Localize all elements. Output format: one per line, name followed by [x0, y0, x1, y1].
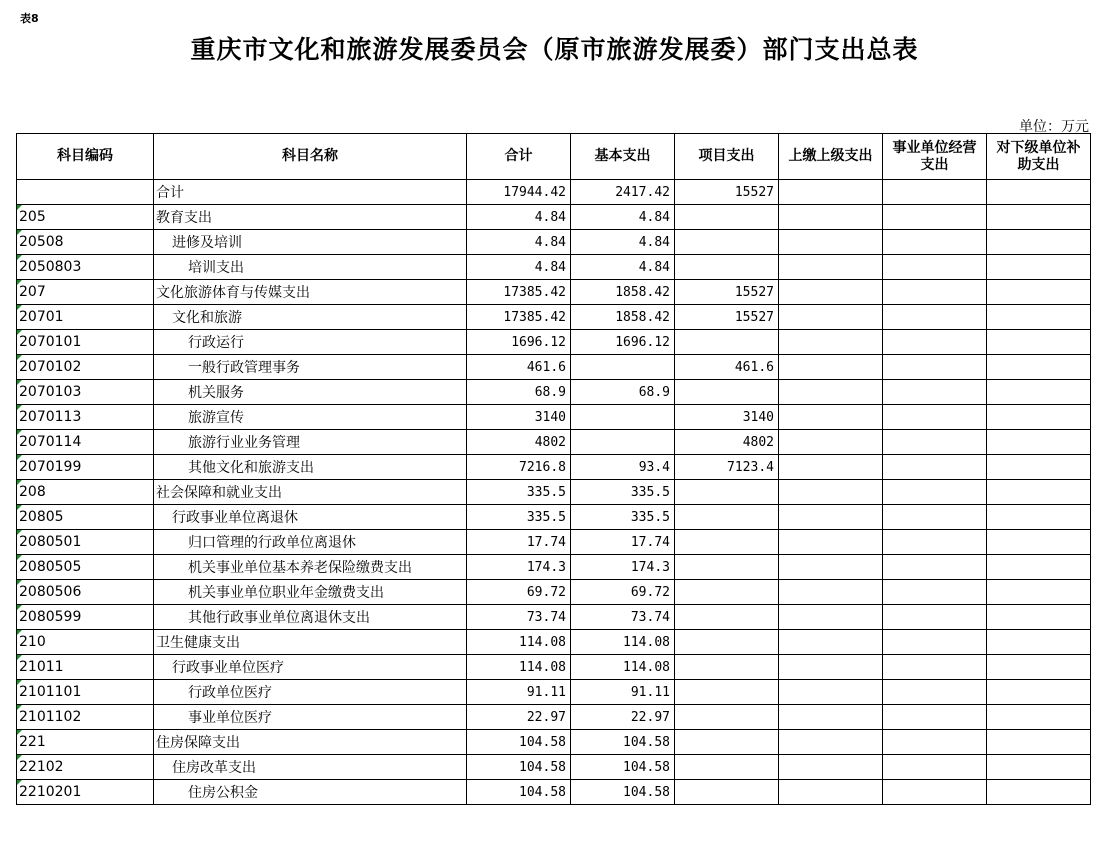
row-subsidy — [987, 355, 1091, 380]
header-code: 科目编码 — [17, 134, 154, 180]
row-upper — [779, 330, 883, 355]
row-name: 进修及培训 — [154, 230, 467, 255]
row-code: 20508 — [17, 230, 154, 255]
table-row — [17, 605, 1091, 630]
row-project — [675, 255, 779, 280]
row-business — [883, 655, 987, 680]
row-subsidy — [987, 780, 1091, 805]
table-number-tag: 表8 — [20, 12, 39, 25]
row-total: 4.84 — [467, 205, 571, 230]
table-row — [17, 555, 1091, 580]
row-total: 3140 — [467, 405, 571, 430]
row-upper — [779, 480, 883, 505]
row-subsidy — [987, 305, 1091, 330]
row-subsidy — [987, 180, 1091, 205]
table-row — [17, 355, 1091, 380]
row-name: 其他行政事业单位离退休支出 — [154, 605, 467, 630]
table-row — [17, 280, 1091, 305]
row-code: 2101101 — [17, 680, 154, 705]
row-name: 旅游宣传 — [154, 405, 467, 430]
row-basic: 73.74 — [571, 605, 675, 630]
row-project: 15527 — [675, 280, 779, 305]
row-basic: 114.08 — [571, 655, 675, 680]
table-row — [17, 430, 1091, 455]
row-name: 合计 — [154, 180, 467, 205]
row-code: 208 — [17, 480, 154, 505]
row-upper — [779, 555, 883, 580]
row-business — [883, 730, 987, 755]
row-code: 210 — [17, 630, 154, 655]
row-basic: 4.84 — [571, 230, 675, 255]
row-upper — [779, 255, 883, 280]
row-total: 114.08 — [467, 655, 571, 680]
row-total: 91.11 — [467, 680, 571, 705]
row-upper — [779, 655, 883, 680]
expenditure-table — [16, 133, 1091, 805]
header-subsidy: 对下级单位补助支出 — [987, 134, 1091, 180]
row-code: 2070114 — [17, 430, 154, 455]
row-basic: 68.9 — [571, 380, 675, 405]
header-total: 合计 — [467, 134, 571, 180]
row-business — [883, 530, 987, 555]
row-project: 15527 — [675, 180, 779, 205]
row-code: 2070103 — [17, 380, 154, 405]
row-business — [883, 555, 987, 580]
row-subsidy — [987, 655, 1091, 680]
row-name: 其他文化和旅游支出 — [154, 455, 467, 480]
row-basic: 104.58 — [571, 755, 675, 780]
table-row — [17, 305, 1091, 330]
row-subsidy — [987, 680, 1091, 705]
row-total: 69.72 — [467, 580, 571, 605]
unit-label: 单位：万元 — [1019, 119, 1089, 135]
row-name: 文化和旅游 — [154, 305, 467, 330]
row-name: 机关服务 — [154, 380, 467, 405]
row-name: 住房改革支出 — [154, 755, 467, 780]
row-project: 4802 — [675, 430, 779, 455]
row-upper — [779, 280, 883, 305]
row-basic: 104.58 — [571, 780, 675, 805]
row-basic: 4.84 — [571, 255, 675, 280]
table-row — [17, 730, 1091, 755]
row-subsidy — [987, 205, 1091, 230]
row-basic: 335.5 — [571, 505, 675, 530]
row-basic — [571, 405, 675, 430]
row-project — [675, 630, 779, 655]
row-project — [675, 605, 779, 630]
row-subsidy — [987, 530, 1091, 555]
row-upper — [779, 355, 883, 380]
row-name: 文化旅游体育与传媒支出 — [154, 280, 467, 305]
row-name: 卫生健康支出 — [154, 630, 467, 655]
row-code: 205 — [17, 205, 154, 230]
row-business — [883, 305, 987, 330]
table-row — [17, 330, 1091, 355]
row-basic — [571, 430, 675, 455]
row-basic: 104.58 — [571, 730, 675, 755]
row-basic: 1858.42 — [571, 305, 675, 330]
row-basic: 69.72 — [571, 580, 675, 605]
row-code: 2070199 — [17, 455, 154, 480]
row-code: 21011 — [17, 655, 154, 680]
row-business — [883, 705, 987, 730]
row-business — [883, 380, 987, 405]
row-name: 社会保障和就业支出 — [154, 480, 467, 505]
row-project: 461.6 — [675, 355, 779, 380]
row-business — [883, 755, 987, 780]
row-basic: 174.3 — [571, 555, 675, 580]
row-subsidy — [987, 230, 1091, 255]
row-business — [883, 630, 987, 655]
row-code: 2210201 — [17, 780, 154, 805]
page-title: 重庆市文化和旅游发展委员会（原市旅游发展委）部门支出总表 — [190, 35, 919, 64]
row-basic: 114.08 — [571, 630, 675, 655]
table-body — [17, 180, 1091, 805]
row-project — [675, 730, 779, 755]
row-upper — [779, 430, 883, 455]
row-upper — [779, 405, 883, 430]
row-project — [675, 205, 779, 230]
row-code: 20701 — [17, 305, 154, 330]
row-basic: 91.11 — [571, 680, 675, 705]
table-row — [17, 255, 1091, 280]
row-project — [675, 555, 779, 580]
row-business — [883, 230, 987, 255]
row-project: 15527 — [675, 305, 779, 330]
row-code: 207 — [17, 280, 154, 305]
row-business — [883, 255, 987, 280]
row-business — [883, 430, 987, 455]
row-subsidy — [987, 705, 1091, 730]
row-upper — [779, 705, 883, 730]
row-name: 事业单位医疗 — [154, 705, 467, 730]
row-total: 7216.8 — [467, 455, 571, 480]
row-business — [883, 505, 987, 530]
row-project — [675, 230, 779, 255]
row-subsidy — [987, 630, 1091, 655]
row-code: 2080506 — [17, 580, 154, 605]
row-subsidy — [987, 455, 1091, 480]
row-business — [883, 605, 987, 630]
row-name: 一般行政管理事务 — [154, 355, 467, 380]
table-row — [17, 680, 1091, 705]
header-upper: 上缴上级支出 — [779, 134, 883, 180]
row-total: 68.9 — [467, 380, 571, 405]
row-upper — [779, 380, 883, 405]
row-basic: 17.74 — [571, 530, 675, 555]
row-project — [675, 655, 779, 680]
row-upper — [779, 205, 883, 230]
row-business — [883, 355, 987, 380]
row-name: 机关事业单位基本养老保险缴费支出 — [154, 555, 467, 580]
row-basic: 335.5 — [571, 480, 675, 505]
table-row — [17, 455, 1091, 480]
row-code: 2080501 — [17, 530, 154, 555]
row-total: 335.5 — [467, 505, 571, 530]
row-project — [675, 330, 779, 355]
row-subsidy — [987, 555, 1091, 580]
row-basic — [571, 355, 675, 380]
row-basic: 4.84 — [571, 205, 675, 230]
row-name: 行政运行 — [154, 330, 467, 355]
row-subsidy — [987, 505, 1091, 530]
row-upper — [779, 305, 883, 330]
row-business — [883, 455, 987, 480]
header-business: 事业单位经营支出 — [883, 134, 987, 180]
row-subsidy — [987, 380, 1091, 405]
table-row — [17, 505, 1091, 530]
row-total: 104.58 — [467, 730, 571, 755]
row-basic: 93.4 — [571, 455, 675, 480]
table-row — [17, 755, 1091, 780]
row-total: 461.6 — [467, 355, 571, 380]
row-name: 教育支出 — [154, 205, 467, 230]
header-row — [17, 134, 1091, 180]
row-business — [883, 205, 987, 230]
row-total: 17385.42 — [467, 280, 571, 305]
row-code: 2080599 — [17, 605, 154, 630]
row-business — [883, 405, 987, 430]
row-project — [675, 780, 779, 805]
row-business — [883, 780, 987, 805]
row-upper — [779, 605, 883, 630]
row-subsidy — [987, 730, 1091, 755]
row-code: 2070101 — [17, 330, 154, 355]
table-row — [17, 405, 1091, 430]
table-row — [17, 205, 1091, 230]
row-total: 17944.42 — [467, 180, 571, 205]
row-upper — [779, 755, 883, 780]
row-project — [675, 755, 779, 780]
row-subsidy — [987, 480, 1091, 505]
row-subsidy — [987, 605, 1091, 630]
row-code: 2070113 — [17, 405, 154, 430]
row-name: 行政单位医疗 — [154, 680, 467, 705]
row-code: 2050803 — [17, 255, 154, 280]
row-upper — [779, 580, 883, 605]
row-name: 行政事业单位离退休 — [154, 505, 467, 530]
header-basic: 基本支出 — [571, 134, 675, 180]
row-basic: 1696.12 — [571, 330, 675, 355]
row-code: 2070102 — [17, 355, 154, 380]
row-upper — [779, 780, 883, 805]
row-project — [675, 680, 779, 705]
row-upper — [779, 455, 883, 480]
row-name: 行政事业单位医疗 — [154, 655, 467, 680]
row-upper — [779, 180, 883, 205]
row-subsidy — [987, 405, 1091, 430]
row-upper — [779, 630, 883, 655]
row-code: 2101102 — [17, 705, 154, 730]
table-row — [17, 630, 1091, 655]
row-total: 4.84 — [467, 255, 571, 280]
row-total: 114.08 — [467, 630, 571, 655]
row-total: 4802 — [467, 430, 571, 455]
row-subsidy — [987, 430, 1091, 455]
table-row — [17, 480, 1091, 505]
row-total: 4.84 — [467, 230, 571, 255]
table-row — [17, 230, 1091, 255]
row-upper — [779, 530, 883, 555]
row-total: 104.58 — [467, 755, 571, 780]
row-basic: 22.97 — [571, 705, 675, 730]
table-row — [17, 705, 1091, 730]
row-code: 221 — [17, 730, 154, 755]
table-row — [17, 380, 1091, 405]
row-subsidy — [987, 755, 1091, 780]
row-upper — [779, 730, 883, 755]
row-total: 1696.12 — [467, 330, 571, 355]
row-project: 7123.4 — [675, 455, 779, 480]
row-code: 20805 — [17, 505, 154, 530]
row-business — [883, 330, 987, 355]
row-subsidy — [987, 330, 1091, 355]
row-name: 住房保障支出 — [154, 730, 467, 755]
row-subsidy — [987, 255, 1091, 280]
row-project: 3140 — [675, 405, 779, 430]
row-total: 73.74 — [467, 605, 571, 630]
row-code — [17, 180, 154, 205]
row-business — [883, 480, 987, 505]
row-name: 培训支出 — [154, 255, 467, 280]
row-name: 住房公积金 — [154, 780, 467, 805]
table-row — [17, 530, 1091, 555]
row-total: 174.3 — [467, 555, 571, 580]
row-upper — [779, 680, 883, 705]
row-project — [675, 580, 779, 605]
row-name: 旅游行业业务管理 — [154, 430, 467, 455]
row-project — [675, 705, 779, 730]
row-project — [675, 480, 779, 505]
row-code: 2080505 — [17, 555, 154, 580]
row-total: 17385.42 — [467, 305, 571, 330]
row-name: 归口管理的行政单位离退休 — [154, 530, 467, 555]
row-business — [883, 280, 987, 305]
row-basic: 2417.42 — [571, 180, 675, 205]
table-row — [17, 180, 1091, 205]
table-row — [17, 655, 1091, 680]
row-subsidy — [987, 280, 1091, 305]
row-business — [883, 580, 987, 605]
row-basic: 1858.42 — [571, 280, 675, 305]
row-total: 22.97 — [467, 705, 571, 730]
table-row — [17, 580, 1091, 605]
row-total: 104.58 — [467, 780, 571, 805]
header-name: 科目名称 — [154, 134, 467, 180]
row-project — [675, 505, 779, 530]
row-name: 机关事业单位职业年金缴费支出 — [154, 580, 467, 605]
header-project: 项目支出 — [675, 134, 779, 180]
row-business — [883, 680, 987, 705]
row-subsidy — [987, 580, 1091, 605]
table-row — [17, 780, 1091, 805]
row-code: 22102 — [17, 755, 154, 780]
row-upper — [779, 230, 883, 255]
row-project — [675, 380, 779, 405]
row-total: 17.74 — [467, 530, 571, 555]
row-business — [883, 180, 987, 205]
row-upper — [779, 505, 883, 530]
row-project — [675, 530, 779, 555]
row-total: 335.5 — [467, 480, 571, 505]
